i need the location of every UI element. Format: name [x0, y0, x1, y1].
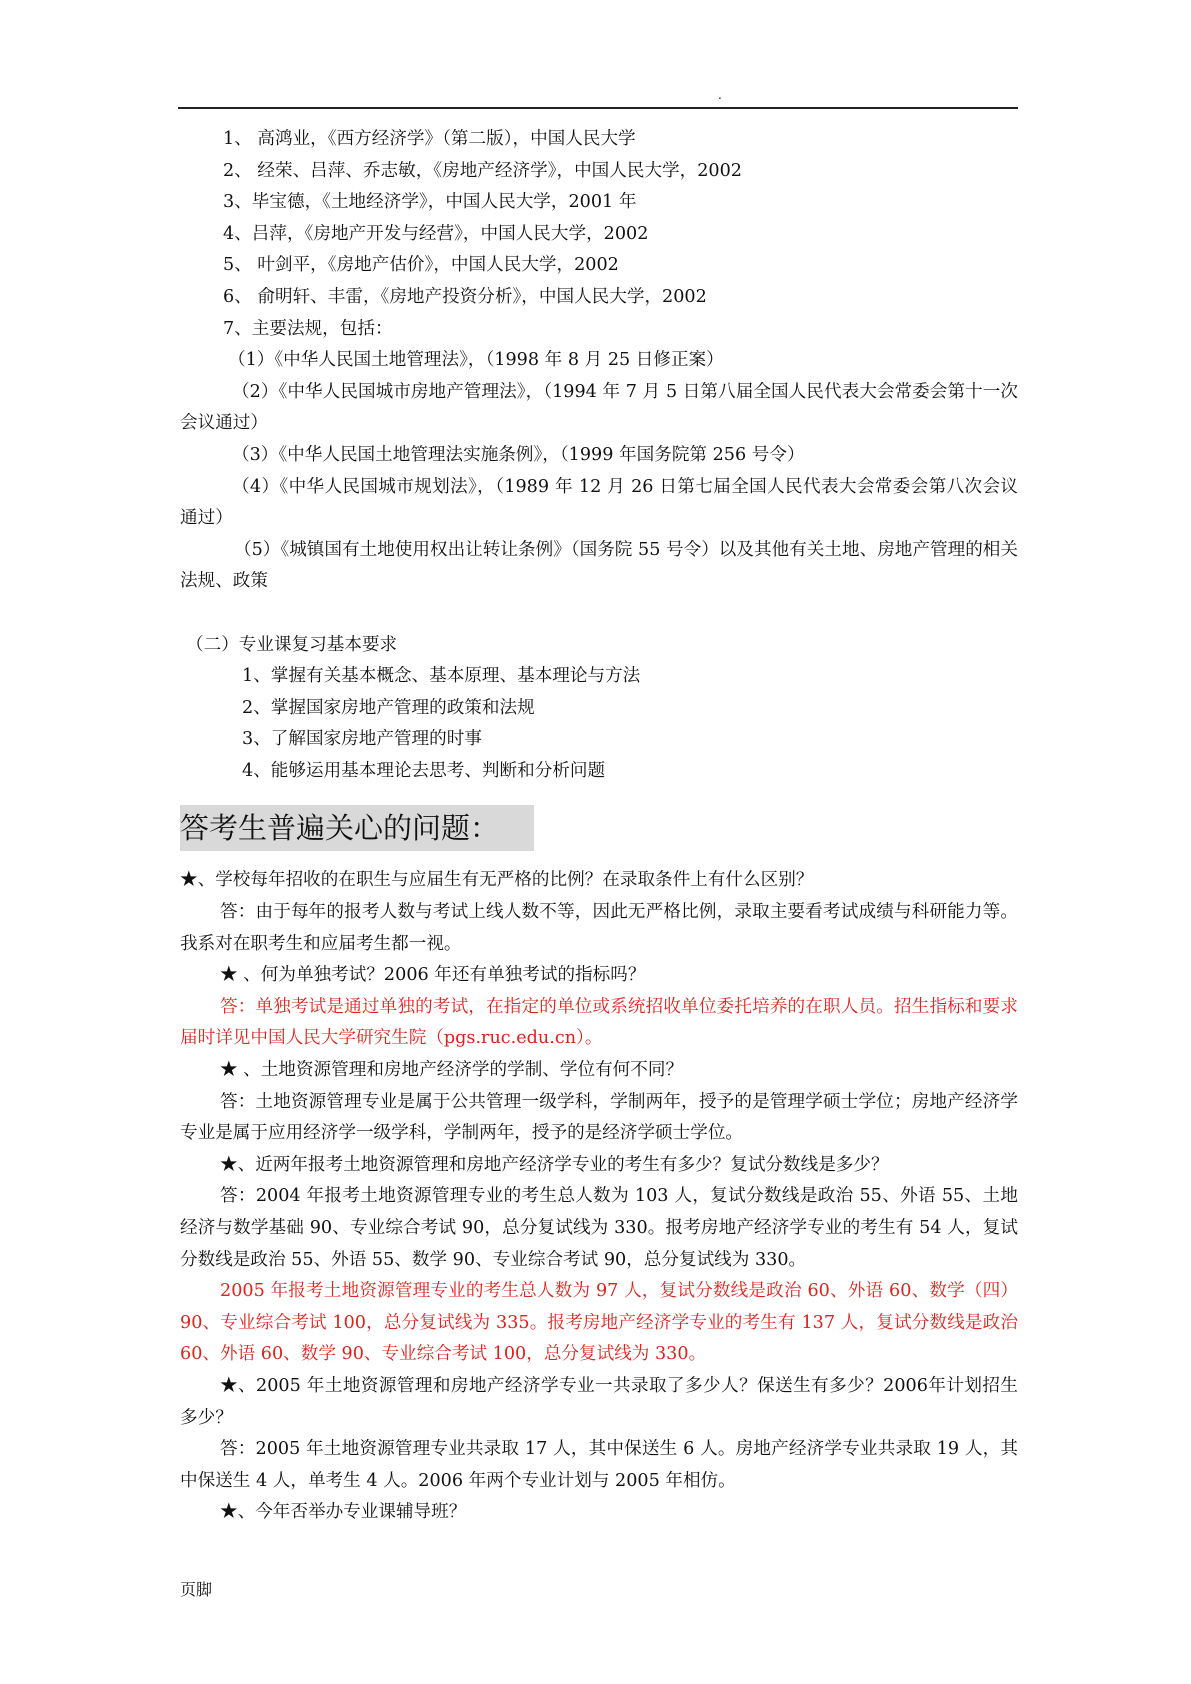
requirements-title: （二）专业课复习基本要求: [186, 634, 398, 655]
law-item: （3）《中华人民国土地管理法实施条例》，（1999 年国务院第 256 号令）: [232, 444, 805, 465]
law-item: （4）《中华人民国城市规划法》，（1989 年 12 月 26 日第七届全国人民代表大会常委会第八次会议通过）: [180, 476, 1018, 529]
faq-question: ★、今年否举办专业课辅导班？: [220, 1502, 467, 1523]
faq-question: ★、近两年报考土地资源管理和房地产经济学专业的考生有多少？复试分数线是多少？: [220, 1154, 889, 1175]
header-rule: [178, 107, 1018, 109]
faq-question: ★、学校每年招收的在职生与应届生有无严格的比例？在录取条件上有什么区别？: [180, 870, 814, 891]
faq-heading: 答考生普遍关心的问题：: [180, 805, 534, 851]
faq-answer-highlighted: 2005 年报考土地资源管理专业的考生总人数为 97 人，复试分数线是政治 60、外语 60、数学（四）90、专业综合考试 100，总分复试线为 335。报考房地产经济学专业的考生有 137 人，复试分数线是政治 60、外语 60、数学 90、专业综合考试 100，总分复试线为 330。: [180, 1281, 1018, 1365]
reference-item: 1、 高鸿业，《西方经济学》（第二版），中国人民大学: [223, 129, 636, 149]
law-item: （5）《城镇国有土地使用权出让转让条例》（国务院 55 号令）以及其他有关土地、房地产管理的相关法规、政策: [180, 539, 1018, 592]
reference-item: 5、 叶剑平，《房地产估价》，中国人民大学，2002: [223, 255, 619, 276]
reference-item: 7、主要法规，包括：: [223, 318, 393, 339]
faq-answer: 答：2004 年报考土地资源管理专业的考生总人数为 103 人，复试分数线是政治 55、外语 55、土地经济与数学基础 90、专业综合考试 90，总分复试线为 330。报考房地产经济学专业的考生有 54 人，复试分数线是政治 55、外语 55、数学 90、专业综合考试 90，总分复试线为 330。: [180, 1186, 1018, 1270]
faq-answer: 答：2005 年土地资源管理专业共录取 17 人，其中保送生 6 人。房地产经济学专业共录取 19 人，其中保送生 4 人，单考生 4 人。2006 年两个专业计划与 2005 年相仿。: [180, 1439, 1018, 1491]
faq-question: ★ 、土地资源管理和房地产经济学的学制、学位有何不同？: [220, 1060, 684, 1081]
page-footer: 页脚: [180, 1580, 213, 1599]
requirement-item: 2、掌握国家房地产管理的政策和法规: [242, 697, 535, 718]
faq-answer: 答：由于每年的报考人数与考试上线人数不等，因此无严格比例，录取主要看考试成绩与科研能力等。我系对在职考生和应届考生都一视。: [180, 902, 1018, 954]
reference-item: 6、 俞明轩、丰雷，《房地产投资分析》，中国人民大学，2002: [223, 286, 707, 307]
document-body: [180, 124, 1018, 1529]
law-item: （2）《中华人民国城市房地产管理法》，（1994 年 7 月 5 日第八届全国人民代表大会常委会第十一次会议通过）: [180, 381, 1018, 434]
requirement-item: 4、能够运用基本理论去思考、判断和分析问题: [242, 760, 606, 781]
reference-item: 2、 经荣、吕萍、乔志敏，《房地产经济学》，中国人民大学，2002: [223, 160, 742, 181]
faq-answer: 答：土地资源管理专业是属于公共管理一级学科，学制两年，授予的是管理学硕士学位；房地产经济学专业是属于应用经济学一级学科，学制两年，授予的是经济学硕士学位。: [180, 1091, 1018, 1144]
faq-question: ★ 、何为单独考试？2006 年还有单独考试的指标吗？: [220, 965, 646, 986]
requirement-item: 1、掌握有关基本概念、基本原理、基本理论与方法: [242, 666, 641, 687]
faq-answer-highlighted: 答：单独考试是通过单独的考试，在指定的单位或系统招收单位委托培养的在职人员。招生指标和要求届时详见中国人民大学研究生院（pgs.ruc.edu.cn）。: [180, 996, 1018, 1049]
reference-item: 3、毕宝德，《土地经济学》，中国人民大学，2001 年: [223, 192, 637, 213]
law-item: （1）《中华人民国土地管理法》，（1998 年 8 月 25 日修正案）: [228, 350, 724, 371]
requirement-item: 3、了解国家房地产管理的时事: [242, 729, 482, 750]
header-mark: .: [718, 88, 722, 102]
faq-question: ★、2005 年土地资源管理和房地产经济学专业一共录取了多少人？保送生有多少？2006年计划招生多少？: [180, 1375, 1018, 1428]
reference-item: 4、吕萍，《房地产开发与经营》，中国人民大学，2002: [223, 223, 649, 244]
faq-heading-wrap: [180, 805, 1018, 851]
